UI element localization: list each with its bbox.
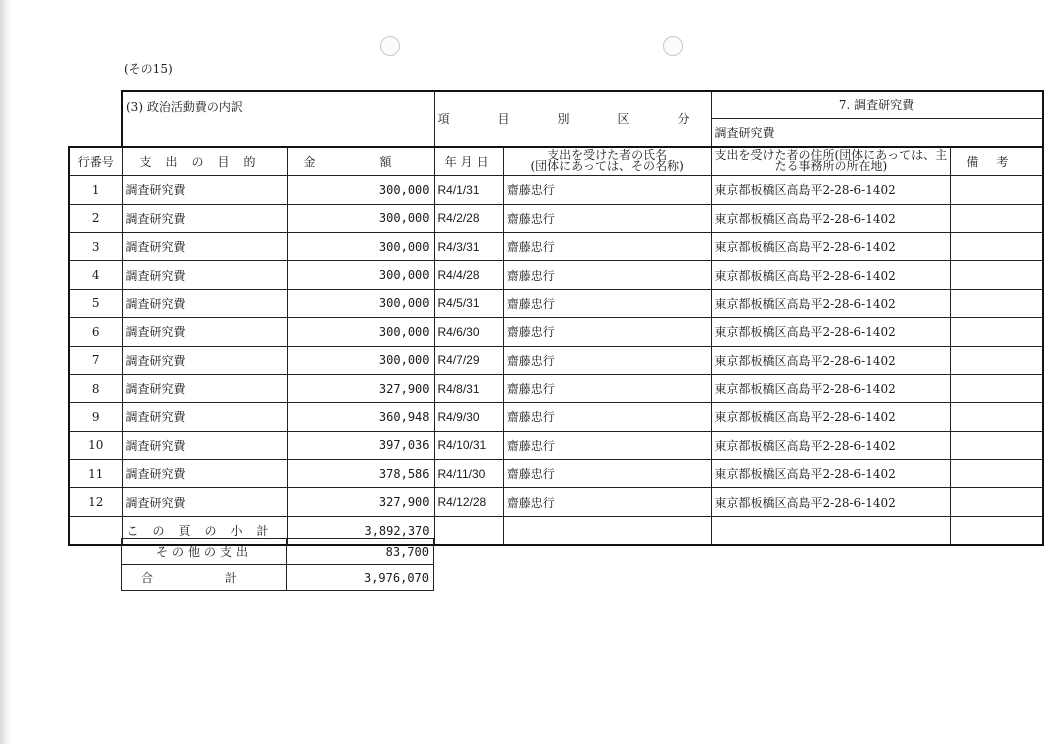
expense-table [68, 90, 1044, 546]
row-amount: 300,000 [287, 346, 434, 374]
row-remarks [951, 204, 1043, 232]
section-title: (3) 政治活動費の内訳 [122, 91, 434, 147]
row-date: R4/11/30 [434, 460, 503, 488]
row-address: 東京都板橋区高島平2-28-6-1402 [711, 403, 951, 431]
row-amount: 397,036 [287, 431, 434, 459]
col-address-line1: 支出を受けた者の住所(団体にあっては、主 [714, 148, 948, 163]
row-no: 5 [69, 289, 122, 317]
row-address: 東京都板橋区高島平2-28-6-1402 [711, 232, 951, 260]
blank-corner [69, 91, 122, 118]
total-row [122, 565, 434, 591]
row-no: 6 [69, 318, 122, 346]
page-edge-shadow [0, 0, 12, 744]
row-date: R4/10/31 [434, 431, 503, 459]
row-date: R4/2/28 [434, 204, 503, 232]
column-header-row [69, 147, 1043, 176]
row-date: R4/1/31 [434, 176, 503, 204]
row-remarks [951, 488, 1043, 516]
table-row [69, 176, 1043, 204]
total-amount: 3,976,070 [287, 565, 434, 591]
row-address: 東京都板橋区高島平2-28-6-1402 [711, 488, 951, 516]
row-address: 東京都板橋区高島平2-28-6-1402 [711, 318, 951, 346]
punch-hole-right [663, 36, 683, 56]
row-amount: 327,900 [287, 488, 434, 516]
punch-hole-left [380, 36, 400, 56]
row-recipient: 齋藤忠行 [503, 403, 711, 431]
row-purpose: 調査研究費 [122, 176, 287, 204]
row-recipient: 齋藤忠行 [503, 346, 711, 374]
row-recipient: 齋藤忠行 [503, 232, 711, 260]
row-no: 9 [69, 403, 122, 431]
col-address [711, 147, 951, 176]
row-date: R4/8/31 [434, 374, 503, 402]
row-remarks [951, 403, 1043, 431]
row-amount: 300,000 [287, 318, 434, 346]
row-date: R4/7/29 [434, 346, 503, 374]
row-purpose: 調査研究費 [122, 346, 287, 374]
row-address: 東京都板橋区高島平2-28-6-1402 [711, 431, 951, 459]
row-amount: 327,900 [287, 374, 434, 402]
row-date: R4/5/31 [434, 289, 503, 317]
header-row-1 [69, 91, 1043, 118]
row-purpose: 調査研究費 [122, 374, 287, 402]
row-remarks [951, 176, 1043, 204]
table-row [69, 431, 1043, 459]
row-purpose: 調査研究費 [122, 431, 287, 459]
row-address: 東京都板橋区高島平2-28-6-1402 [711, 460, 951, 488]
row-no: 12 [69, 488, 122, 516]
col-recipient [503, 147, 711, 176]
row-purpose: 調査研究費 [122, 460, 287, 488]
row-remarks [951, 374, 1043, 402]
row-recipient: 齋藤忠行 [503, 289, 711, 317]
row-recipient: 齋藤忠行 [503, 318, 711, 346]
row-purpose: 調査研究費 [122, 232, 287, 260]
col-address-line2: たる事務所の所在地) [774, 159, 888, 174]
row-no: 8 [69, 374, 122, 402]
row-purpose: 調査研究費 [122, 289, 287, 317]
row-amount: 300,000 [287, 204, 434, 232]
table-row [69, 460, 1043, 488]
category-header: 項 目 別 区 分 [434, 91, 711, 147]
row-no: 2 [69, 204, 122, 232]
row-recipient: 齋藤忠行 [503, 374, 711, 402]
page-number: (その15) [124, 62, 173, 76]
subtotal-amount: 3,892,370 [287, 516, 434, 545]
category-sub: 調査研究費 [711, 118, 1043, 146]
row-date: R4/6/30 [434, 318, 503, 346]
row-no: 1 [69, 176, 122, 204]
row-remarks [951, 346, 1043, 374]
row-no: 11 [69, 460, 122, 488]
row-purpose: 調査研究費 [122, 488, 287, 516]
row-address: 東京都板橋区高島平2-28-6-1402 [711, 346, 951, 374]
row-remarks [951, 318, 1043, 346]
table-row [69, 261, 1043, 289]
table-row [69, 232, 1043, 260]
subtotal-label: この頁の小計 [122, 516, 287, 545]
row-address: 東京都板橋区高島平2-28-6-1402 [711, 204, 951, 232]
row-remarks [951, 289, 1043, 317]
col-recipient-line2: (団体にあっては、その名称) [530, 159, 684, 174]
table-row [69, 403, 1043, 431]
row-amount: 378,586 [287, 460, 434, 488]
row-amount: 300,000 [287, 176, 434, 204]
row-recipient: 齋藤忠行 [503, 204, 711, 232]
row-remarks [951, 232, 1043, 260]
table-row [69, 289, 1043, 317]
col-date: 年月日 [434, 147, 503, 176]
row-address: 東京都板橋区高島平2-28-6-1402 [711, 176, 951, 204]
table-row [69, 374, 1043, 402]
row-remarks [951, 431, 1043, 459]
row-no: 4 [69, 261, 122, 289]
table-row [69, 488, 1043, 516]
row-recipient: 齋藤忠行 [503, 460, 711, 488]
col-remarks: 備考 [951, 147, 1043, 176]
table-row [69, 204, 1043, 232]
other-expenses-row [122, 539, 434, 565]
row-address: 東京都板橋区高島平2-28-6-1402 [711, 374, 951, 402]
row-address: 東京都板橋区高島平2-28-6-1402 [711, 289, 951, 317]
row-date: R4/9/30 [434, 403, 503, 431]
col-amount: 金 額 [287, 147, 434, 176]
row-purpose: 調査研究費 [122, 318, 287, 346]
row-purpose: 調査研究費 [122, 204, 287, 232]
row-recipient: 齋藤忠行 [503, 176, 711, 204]
row-remarks [951, 460, 1043, 488]
row-amount: 360,948 [287, 403, 434, 431]
col-recipient-line1: 支出を受けた者の氏名 [547, 148, 668, 163]
row-amount: 300,000 [287, 232, 434, 260]
table-row [69, 346, 1043, 374]
row-address: 東京都板橋区高島平2-28-6-1402 [711, 261, 951, 289]
row-amount: 300,000 [287, 261, 434, 289]
row-remarks [951, 261, 1043, 289]
other-amount: 83,700 [287, 539, 434, 565]
totals-table [121, 538, 434, 591]
row-no: 3 [69, 232, 122, 260]
row-recipient: 齋藤忠行 [503, 261, 711, 289]
row-date: R4/4/28 [434, 261, 503, 289]
col-row-no: 行番号 [69, 147, 122, 176]
row-recipient: 齋藤忠行 [503, 488, 711, 516]
category-number: 7. 調査研究費 [711, 91, 1043, 118]
row-recipient: 齋藤忠行 [503, 431, 711, 459]
row-date: R4/3/31 [434, 232, 503, 260]
row-amount: 300,000 [287, 289, 434, 317]
row-purpose: 調査研究費 [122, 403, 287, 431]
row-no: 10 [69, 431, 122, 459]
table-row [69, 318, 1043, 346]
col-purpose: 支出の目的 [122, 147, 287, 176]
row-date: R4/12/28 [434, 488, 503, 516]
total-label: 合 計 [122, 565, 287, 591]
row-no: 7 [69, 346, 122, 374]
other-label: その他の支出 [122, 539, 287, 565]
row-purpose: 調査研究費 [122, 261, 287, 289]
